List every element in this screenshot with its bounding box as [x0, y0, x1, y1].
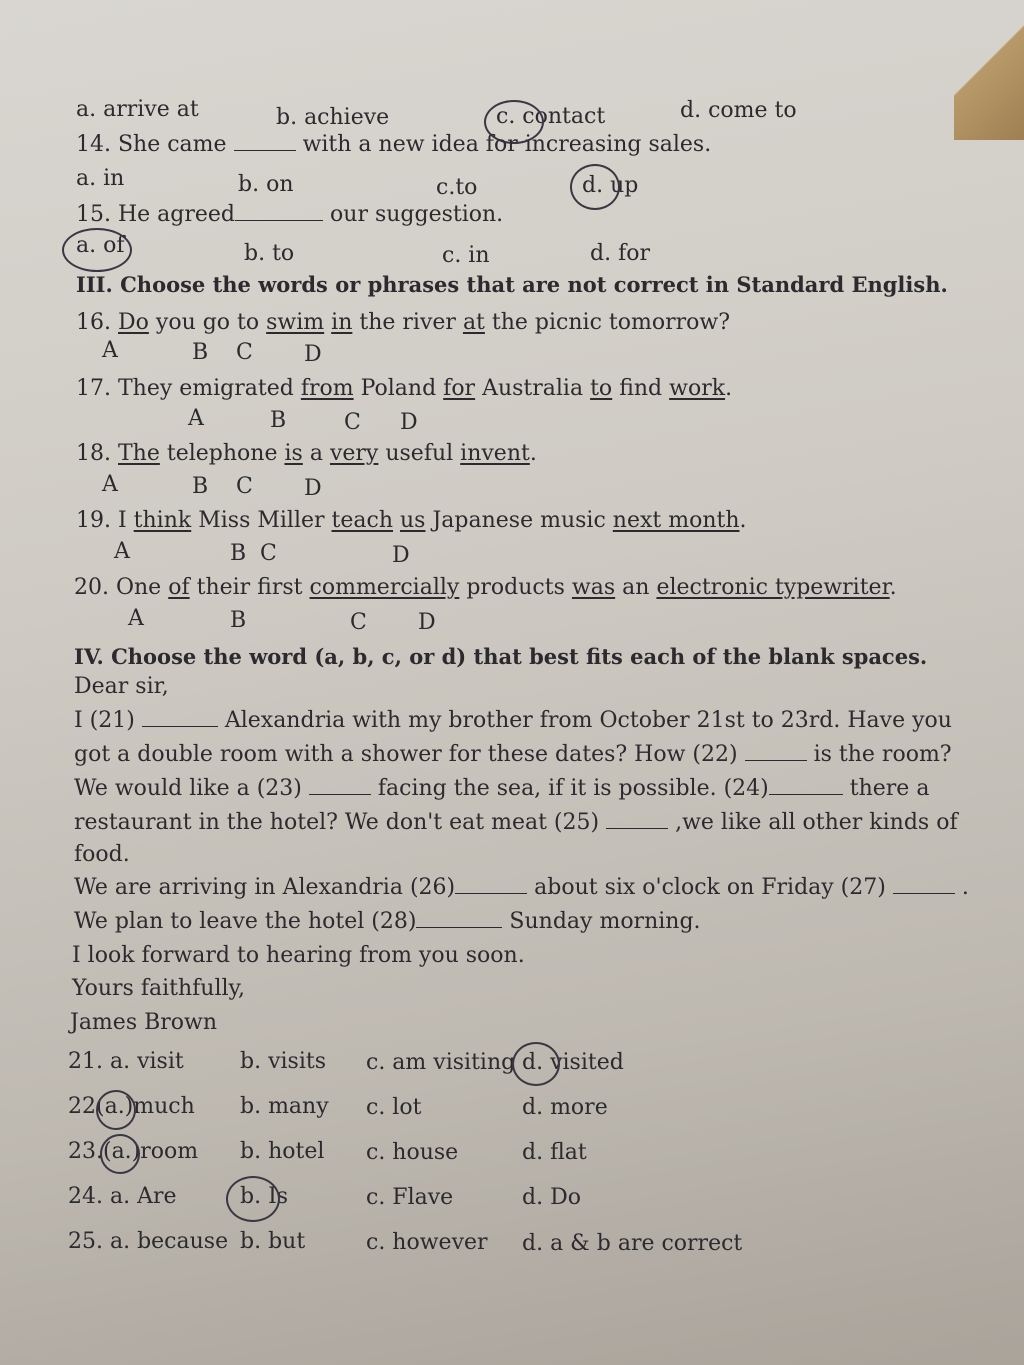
letter-a: A — [188, 406, 204, 431]
q23-option-d: d. flat — [522, 1140, 587, 1165]
q13-option-d: d. come to — [680, 98, 797, 123]
q25-option-a: 25. a. because — [68, 1229, 229, 1254]
letter-closing: Yours faithfully, — [72, 976, 246, 1001]
question-16: 16. Do you go to swim in the river at the picnic tomorrow? — [76, 310, 730, 335]
q15-option-b: b. to — [244, 241, 295, 266]
answer-blank — [142, 708, 218, 727]
answer-blank — [606, 810, 668, 829]
option-word-a: The — [118, 441, 160, 466]
letter-line-2: got a double room with a shower for these dates? How (22) is the room? — [74, 742, 952, 767]
q25-option-b: b. but — [240, 1229, 306, 1254]
option-word-d: work — [669, 376, 726, 401]
option-word-a: from — [300, 376, 354, 401]
answer-blank — [745, 742, 807, 761]
answer-blank — [235, 202, 323, 221]
letter-greeting: Dear sir, — [74, 674, 169, 699]
question-18: 18. The telephone is a very useful invent. — [76, 441, 537, 466]
section-3-heading: III. Choose the words or phrases that are not correct in Standard English. — [76, 272, 948, 297]
letter-d: D — [304, 342, 322, 367]
q21-option-c: c. am visiting — [366, 1050, 516, 1075]
option-word-c: very — [329, 441, 379, 466]
q14-option-b: b. on — [238, 172, 294, 197]
option-word-a: think — [133, 508, 192, 533]
option-word-c: in — [331, 310, 353, 335]
option-word-c: was — [571, 575, 616, 600]
letter-c: C — [236, 340, 253, 365]
letter-a: A — [102, 472, 118, 497]
q24-option-a: 24. a. Are — [68, 1184, 177, 1209]
q14-text: with a new idea for increasing sales. — [302, 132, 712, 157]
option-word-c: us — [400, 508, 426, 533]
option-word-b: commercially — [309, 575, 460, 600]
q22-option-a: 22(a.)much — [68, 1094, 195, 1119]
q25-option-d: d. a & b are correct — [522, 1231, 743, 1256]
letter-line-8: I look forward to hearing from you soon. — [72, 943, 525, 968]
letter-signature: James Brown — [70, 1010, 218, 1035]
q25-option-c: c. however — [366, 1230, 488, 1255]
option-word-d: invent — [460, 441, 530, 466]
q22-option-c: c. lot — [366, 1095, 422, 1120]
q21-option-b: b. visits — [240, 1049, 326, 1074]
letter-line-7: We plan to leave the hotel (28) Sunday morning. — [74, 909, 701, 934]
q22-option-d: d. more — [522, 1095, 608, 1120]
letter-b: B — [192, 340, 209, 365]
q15-number: 15. He agreed — [76, 202, 236, 227]
q23-option-c: c. house — [366, 1140, 459, 1165]
q14-option-d: d. up — [582, 173, 639, 198]
letter-a: A — [128, 606, 144, 631]
q14-option-a: a. in — [76, 166, 125, 191]
section-4-heading: IV. Choose the word (a, b, c, or d) that best fits each of the blank spaces. — [74, 644, 928, 669]
letter-b: B — [230, 541, 247, 566]
q15-option-c: c. in — [442, 243, 490, 268]
question-14 — [76, 131, 711, 159]
q22-option-b: b. many — [240, 1094, 329, 1119]
letter-line-6: We are arriving in Alexandria (26) about six o'clock on Friday (27) . — [74, 875, 969, 900]
answer-blank — [893, 875, 955, 894]
q23-option-b: b. hotel — [240, 1139, 325, 1164]
letter-d: D — [392, 543, 410, 568]
answer-blank — [234, 132, 296, 151]
letter-line-4: restaurant in the hotel? We don't eat meat (25) ,we like all other kinds of — [74, 810, 958, 835]
question-17: 17. They emigrated from Poland for Australia to find work. — [76, 376, 733, 401]
letter-line-5: food. — [74, 842, 130, 867]
option-word-a: of — [168, 575, 190, 600]
letter-c: C — [350, 610, 367, 635]
letter-a: A — [114, 539, 130, 564]
letter-line-1: I (21) Alexandria with my brother from October 21st to 23rd. Have you — [74, 708, 952, 733]
option-word-d: at — [462, 310, 485, 335]
q21-option-a: 21. a. visit — [68, 1049, 184, 1074]
letter-d: D — [304, 476, 322, 501]
q14-option-c: c.to — [436, 175, 478, 200]
q23-option-a: 23.(a.)room — [68, 1139, 199, 1164]
option-word-a: Do — [118, 310, 149, 335]
option-word-b: for — [443, 376, 476, 401]
letter-b: B — [270, 408, 287, 433]
question-20: 20. One of their first commercially products was an electronic typewriter. — [74, 575, 897, 600]
answer-blank — [416, 909, 502, 928]
q13-option-b: b. achieve — [276, 105, 390, 130]
letter-c: C — [344, 410, 361, 435]
q15-text: our suggestion. — [330, 202, 504, 227]
answer-blank — [309, 776, 371, 795]
q15-option-d: d. for — [590, 241, 650, 266]
letter-d: D — [418, 610, 436, 635]
option-word-b: is — [284, 441, 303, 466]
option-word-d: electronic typewriter — [656, 575, 890, 600]
letter-c: C — [236, 474, 253, 499]
q14-number: 14. She came — [76, 132, 227, 157]
letter-c: C — [260, 541, 277, 566]
option-word-c: to — [590, 376, 613, 401]
letter-line-3: We would like a (23) facing the sea, if it is possible. (24) there a — [74, 776, 930, 801]
option-word-b: teach — [331, 508, 393, 533]
q13-option-a: a. arrive at — [76, 97, 199, 122]
option-word-b: swim — [266, 310, 325, 335]
letter-a: A — [102, 338, 118, 363]
letter-b: B — [230, 608, 247, 633]
question-15 — [76, 201, 503, 229]
letter-b: B — [192, 474, 209, 499]
answer-blank — [455, 875, 527, 894]
option-word-d: next month — [612, 508, 740, 533]
q24-option-b: b. Is — [240, 1184, 289, 1209]
question-19: 19. I think Miss Miller teach us Japanese music next month. — [76, 508, 747, 533]
q15-option-a: a. of — [76, 233, 125, 258]
q24-option-c: c. Flave — [366, 1185, 454, 1210]
q24-option-d: d. Do — [522, 1185, 581, 1210]
q21-option-d: d. visited — [522, 1050, 624, 1075]
answer-blank — [769, 776, 843, 795]
letter-d: D — [400, 410, 418, 435]
q13-option-c: c. contact — [496, 104, 606, 129]
